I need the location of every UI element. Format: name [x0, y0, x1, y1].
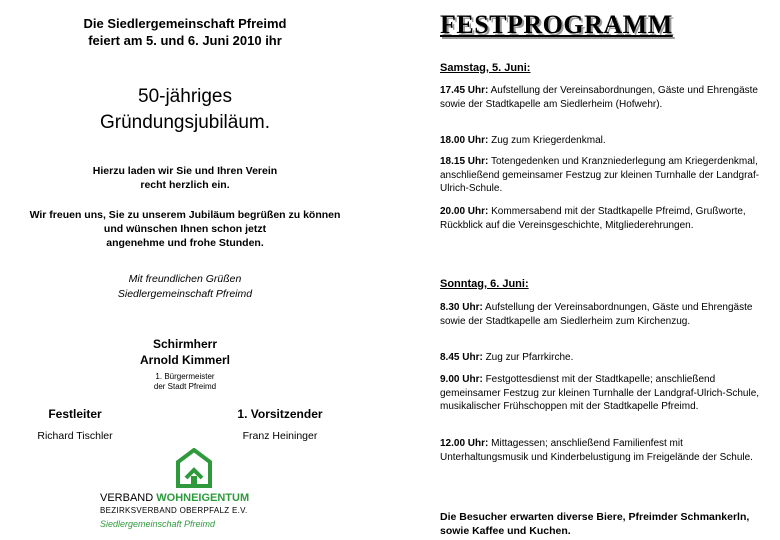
invite-text	[0, 164, 370, 192]
jubilee-line-2: Gründungsjubiläum.	[99, 112, 271, 133]
item-text: Totengedenken und Kranzniederlegung am Kriegerdenkmal, anschließend gemeinsamer Festzug zur kleinen Turnhalle der Landgraf-Ulrich-Schule.	[440, 156, 760, 194]
logo-line-3: Siedlergemeinschaft Pfreimd	[100, 519, 216, 529]
header-line-1: Die Siedlergemeinschaft Pfreimd	[83, 16, 287, 31]
chairman-title: 1. Vorsitzender	[237, 407, 323, 421]
logo-wohneigentum: WOHNEIGENTUM	[156, 492, 250, 504]
item-text: Festgottesdienst mit der Stadtkapelle; anschließend gemeinsamer Festzug zur kleinen Turnhalle der Landgraf-Ulrich-Schule, musikalischer Frühschoppen mit der Stadtkapelle Pfreimd.	[440, 374, 760, 412]
patron-role-line-1: 1. Bürgermeister	[155, 372, 215, 381]
item-time: 20.00 Uhr:	[440, 206, 489, 217]
sunday-heading: Sonntag, 6. Juni:	[440, 278, 529, 290]
pleasure-line-2: und wünschen Ihnen schon jetzt	[103, 223, 267, 235]
program-item	[440, 155, 774, 196]
invitation-header	[0, 15, 370, 49]
chairman-block	[220, 406, 340, 442]
festleiter-block	[20, 406, 130, 442]
program-item	[440, 301, 774, 328]
pleasure-line-1: Wir freuen uns, Sie zu unserem Jubiläum begrüßen zu können	[29, 209, 341, 221]
invitation-column	[0, 0, 370, 540]
jubilee-title	[0, 84, 370, 136]
header-line-2: feiert am 5. und 6. Juni 2010 ihr	[88, 33, 282, 48]
item-time: 17.45 Uhr:	[440, 85, 489, 96]
patron-block	[0, 336, 370, 368]
logo-line-2: BEZIRKSVERBAND OBERPFALZ E.V.	[100, 506, 248, 515]
item-text: Kommersabend mit der Stadtkapelle Pfreimd, Grußworte, Rückblick auf die Vereinsgeschichte, Mitgliederehrungen.	[440, 206, 746, 231]
patron-role-line-2: der Stadt Pfreimd	[153, 382, 217, 391]
greeting	[0, 272, 370, 302]
greeting-line-2: Siedlergemeinschaft Pfreimd	[117, 288, 253, 300]
program-item	[440, 134, 774, 148]
program-title: FESTPROGRAMM	[440, 10, 673, 39]
item-time: 8.30 Uhr:	[440, 302, 483, 313]
item-time: 18.15 Uhr:	[440, 156, 489, 167]
patron-role	[0, 372, 370, 392]
program-item	[440, 437, 774, 464]
program-item	[440, 205, 774, 232]
festleiter-title: Festleiter	[48, 407, 102, 421]
program-item	[440, 373, 774, 414]
item-text: Zug zur Pfarrkirche.	[482, 352, 574, 363]
chairman-name: Franz Heininger	[242, 430, 318, 442]
program-column	[440, 0, 776, 540]
item-time: 12.00 Uhr:	[440, 438, 489, 449]
invite-line-2: recht herzlich ein.	[140, 179, 230, 191]
logo-line-1	[100, 492, 249, 504]
greeting-line-1: Mit freundlichen Grüßen	[128, 273, 242, 285]
item-time: 9.00 Uhr:	[440, 374, 483, 385]
patron-name: Arnold Kimmerl	[139, 353, 230, 367]
jubilee-line-1: 50-jähriges	[138, 86, 232, 107]
festleiter-name: Richard Tischler	[37, 430, 113, 442]
program-item	[440, 351, 774, 365]
item-text: Aufstellung der Vereinsabordnungen, Gäste und Ehrengäste sowie der Stadtkapelle am Siedlerheim (Hofwehr).	[440, 85, 758, 110]
item-text: Mittagessen; anschließend Familienfest mit Unterhaltungsmusik und Kinderbelustigung im Freigelände der Schule.	[440, 438, 753, 463]
logo-verband: VERBAND	[100, 492, 157, 504]
saturday-heading: Samstag, 5. Juni:	[440, 62, 531, 74]
closing-note: Die Besucher erwarten diverse Biere, Pfreimder Schmankerln, sowie Kaffee und Kuchen.	[440, 511, 750, 537]
pleasure-text	[0, 208, 370, 250]
program-item	[440, 84, 774, 111]
item-text: Zug zum Kriegerdenkmal.	[488, 135, 606, 146]
item-time: 18.00 Uhr:	[440, 135, 489, 146]
patron-title: Schirmherr	[152, 337, 218, 351]
item-time: 8.45 Uhr:	[440, 352, 483, 363]
pleasure-line-3: angenehme und frohe Stunden.	[106, 237, 264, 249]
item-text: Aufstellung der Vereinsabordnungen, Gäste und Ehrengäste sowie der Stadtkapelle am Siedlerheim zum Kirchenzug.	[440, 302, 753, 327]
invite-line-1: Hierzu laden wir Sie und Ihren Verein	[92, 165, 278, 177]
house-logo-icon	[176, 448, 212, 488]
